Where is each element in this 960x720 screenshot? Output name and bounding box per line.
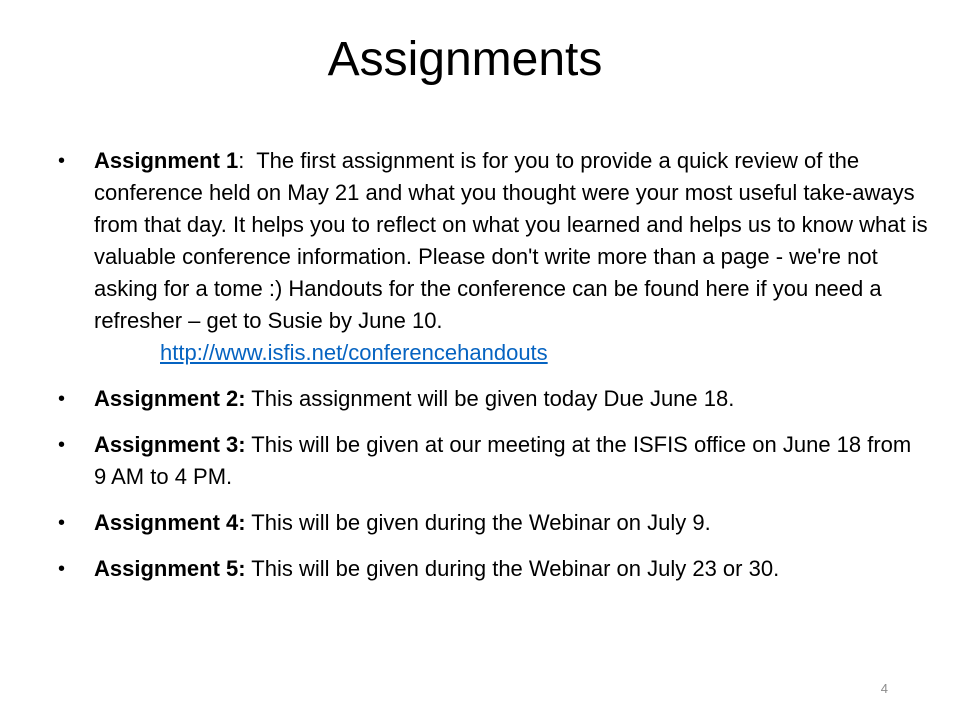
assignment-3-label: Assignment 3: — [94, 432, 246, 457]
bullet-item-assignment-3 — [58, 429, 928, 493]
conference-handouts-link[interactable]: http://www.isfis.net/conferencehandouts — [160, 340, 548, 365]
assignment-1-text: The first assignment is for you to provide a quick review of the conference held on May 21 and what you thought were your most useful take-aways from that day. It helps you to reflect on what you learned and helps us to know what is valuable conference information. Please don't write more than a page - we're not asking for a tome :) Handouts for the conference can be found here if you need a refresher – get to Susie by June 10. — [94, 148, 928, 333]
bullet-icon: • — [58, 150, 66, 172]
bullet-item-assignment-1 — [58, 145, 928, 369]
assignment-2-label: Assignment 2: — [94, 386, 246, 411]
assignment-4-label: Assignment 4: — [94, 510, 246, 535]
assignment-5-label: Assignment 5: — [94, 556, 246, 581]
bullet-icon: • — [58, 388, 66, 410]
bullet-icon: • — [58, 512, 66, 534]
page-number: 4 — [880, 681, 888, 696]
bullet-icon: • — [58, 558, 66, 580]
link-line — [94, 337, 928, 369]
assignment-4-text: This will be given during the Webinar on July 9. — [245, 510, 711, 535]
slide-title: Assignments — [327, 33, 603, 86]
assignment-5-text: This will be given during the Webinar on July 23 or 30. — [245, 556, 780, 581]
bullet-item-assignment-4 — [58, 507, 928, 539]
bullet-item-assignment-5 — [58, 553, 928, 585]
assignment-1-label: Assignment 1 — [94, 148, 239, 173]
assignment-1-separator: : — [238, 148, 257, 173]
bullet-item-assignment-2 — [58, 383, 928, 415]
assignment-3-text: This will be given at our meeting at the ISFIS office on June 18 from 9 AM to 4 PM. — [94, 432, 912, 489]
bullet-icon: • — [58, 434, 66, 456]
assignment-2-text: This assignment will be given today Due June 18. — [245, 386, 735, 411]
bullet-list — [58, 145, 928, 599]
